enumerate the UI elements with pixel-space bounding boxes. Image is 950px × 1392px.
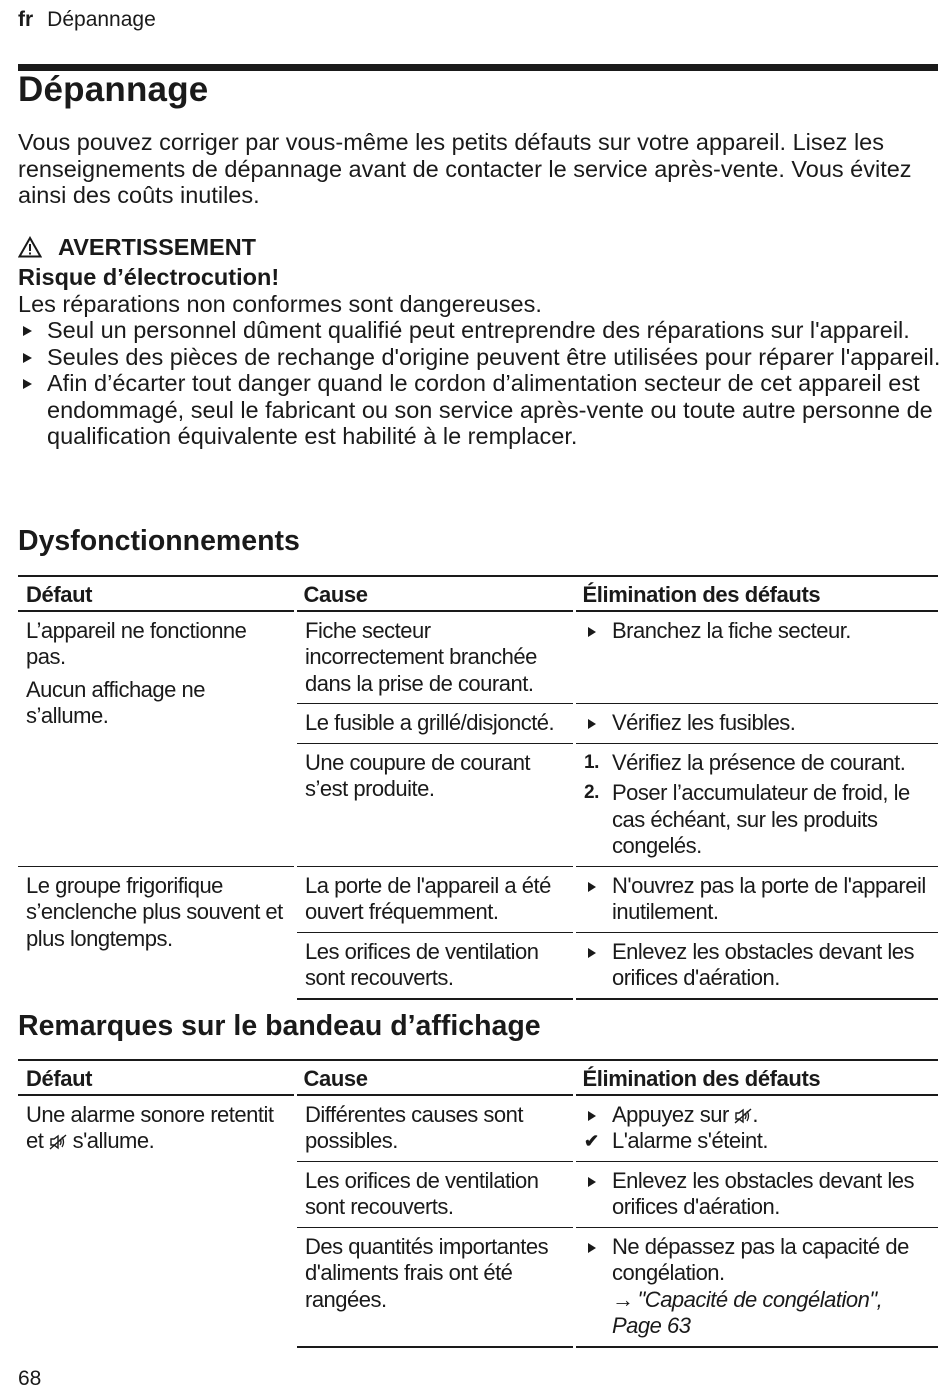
list-item: Afin d’écarter tout danger quand le cordon d’alimentation secteur de cet appareil est endommagé, seul le fabricant ou son service après-vente ou toute autre personne de qualification équivalente est habilité à le remplacer. [18, 370, 943, 450]
cross-reference[interactable] [584, 1287, 930, 1340]
fix-cell [575, 1095, 939, 1162]
warning-text: Les réparations non conformes sont dangereuses. [18, 290, 542, 317]
page-title: Dépannage [18, 70, 209, 109]
fix-text: Enlevez les obstacles devant les orifices d'aération. [612, 1167, 914, 1219]
section-title-malfunctions: Dysfonctionnements [18, 525, 300, 557]
fault-text: Aucun affichage ne s’allume. [26, 676, 205, 728]
alarm-off-icon [49, 1134, 67, 1150]
fault-text: s'allume. [72, 1128, 155, 1153]
bullet-triangle-icon [588, 719, 596, 729]
fix-cell [575, 866, 939, 932]
cause-cell: Une coupure de courant s’est produite. [296, 743, 575, 866]
bullet-triangle-icon [588, 882, 596, 892]
section-title-display: Remarques sur le bandeau d’affichage [18, 1010, 541, 1042]
fix-cell [575, 611, 939, 704]
warning-subheading: Risque d’électrocution! [18, 264, 280, 290]
language-code: fr [18, 8, 34, 31]
column-header: Défaut [18, 576, 296, 611]
step-number: 2. [584, 782, 599, 803]
fix-text: Ne dépassez pas la capacité de congélation. [612, 1233, 909, 1285]
list-item: Seules des pièces de rechange d'origine peuvent être utilisées pour réparer l'appareil. [18, 344, 943, 371]
alarm-off-icon [734, 1108, 752, 1124]
fix-cell [575, 932, 939, 999]
step-number: 1. [584, 751, 599, 773]
column-header: Cause [296, 1060, 575, 1095]
fix-text: Enlevez les obstacles devant les orifices d'aération. [612, 938, 914, 990]
arrow-right-icon: → [612, 1286, 634, 1312]
cause-cell: Fiche secteur incorrectement branchée dans la prise de courant. [296, 611, 575, 704]
fix-text: Appuyez sur [612, 1101, 729, 1127]
cause-cell: Le fusible a grillé/disjoncté. [296, 704, 575, 744]
table-header-row [18, 1060, 938, 1095]
fix-cell [575, 1227, 939, 1347]
bullet-triangle-icon [588, 1177, 596, 1187]
table-row [18, 1095, 938, 1162]
intro-paragraph: Vous pouvez corriger par vous-même les petits défauts sur votre appareil. Lisez les renseignements de dépannage avant de contacter le service après-vente. Vous évitez ainsi des coûts inutiles. [18, 129, 912, 208]
fix-text: Vérifiez la présence de courant. [612, 749, 906, 775]
warning-bullets [18, 317, 943, 450]
fix-text: Poser l’accumulateur de froid, le cas échéant, sur les produits congelés. [612, 780, 910, 858]
fix-text: Vérifiez les fusibles. [612, 710, 796, 735]
cross-reference-link[interactable]: "Capacité de congélation", Page 63 [612, 1286, 883, 1338]
bullet-triangle-icon [588, 1111, 596, 1121]
fault-cell [18, 1095, 296, 1347]
fix-cell [575, 704, 939, 744]
fault-text: L’appareil ne fonctionne pas. [26, 617, 247, 669]
malfunctions-table [18, 575, 938, 1000]
warning-triangle-icon [18, 236, 42, 258]
display-table [18, 1059, 938, 1348]
cause-cell: Les orifices de ventilation sont recouverts. [296, 1161, 575, 1227]
fix-text: L'alarme s'éteint. [612, 1128, 768, 1153]
cause-cell: Des quantités importantes d'aliments frais ont été rangées. [296, 1227, 575, 1347]
fault-cell: Le groupe frigorifique s’enclenche plus souvent et plus longtemps. [18, 866, 296, 999]
header-section: Dépannage [47, 8, 156, 31]
running-header [18, 8, 156, 32]
bullet-triangle-icon [588, 627, 596, 637]
fix-text: Branchez la fiche secteur. [612, 617, 851, 643]
warning-block [18, 230, 943, 450]
cause-cell: Différentes causes sont possibles. [296, 1095, 575, 1162]
fix-text: N'ouvrez pas la porte de l'appareil inutilement. [612, 872, 926, 924]
bullet-triangle-icon [588, 948, 596, 958]
cause-cell: La porte de l'appareil a été ouvert fréquemment. [296, 866, 575, 932]
list-item: Seul un personnel dûment qualifié peut entreprendre des réparations sur l'appareil. [18, 317, 943, 344]
column-header: Élimination des défauts [575, 1060, 939, 1095]
checkmark-icon: ✔ [584, 1131, 599, 1151]
fault-cell [18, 611, 296, 867]
warning-heading [18, 230, 943, 264]
table-header-row [18, 576, 938, 611]
warning-label: AVERTISSEMENT [58, 233, 257, 260]
column-header: Élimination des défauts [575, 576, 939, 611]
column-header: Cause [296, 576, 575, 611]
table-row [18, 866, 938, 932]
fix-text: . [752, 1101, 759, 1127]
fix-cell [575, 743, 939, 866]
column-header: Défaut [18, 1060, 296, 1095]
fix-cell [575, 1161, 939, 1227]
fault-text: Une alarme sonore retentit et [26, 1101, 274, 1153]
table-row [18, 611, 938, 704]
bullet-triangle-icon [588, 1243, 596, 1253]
cause-cell: Les orifices de ventilation sont recouverts. [296, 932, 575, 999]
page-number: 68 [18, 1367, 42, 1390]
